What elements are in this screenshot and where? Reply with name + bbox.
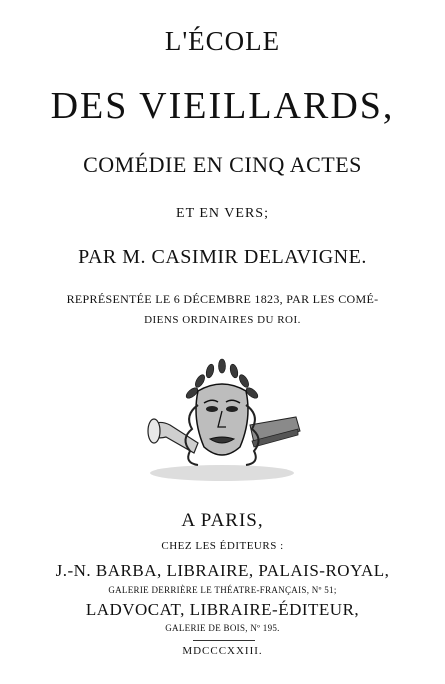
performance-line-2: DIENS ORDINAIRES DU ROI. — [144, 314, 301, 326]
theatrical-mask-vignette — [140, 355, 305, 485]
publishers-intro-line: CHEZ LES ÉDITEURS : — [161, 540, 284, 552]
title-line-lecole: L'ÉCOLE — [164, 26, 281, 56]
publisher-barba-address: GALERIE DERRIÈRE LE THÉATRE-FRANÇAIS, Nº 51; — [108, 585, 337, 595]
verse-line: ET EN VERS; — [176, 206, 269, 221]
mask-eye-right-icon — [226, 406, 238, 412]
publisher-ladvocat-line: LADVOCAT, LIBRAIRE-ÉDITEUR, — [85, 600, 360, 619]
publisher-ladvocat-address: GALERIE DE BOIS, Nº 195. — [165, 623, 280, 633]
vignette-shadow — [150, 465, 294, 481]
trumpet-bell-icon — [148, 419, 160, 443]
publisher-barba-line: J.-N. BARBA, LIBRAIRE, PALAIS-ROYAL, — [55, 561, 390, 580]
author-line: PAR M. CASIMIR DELAVIGNE. — [78, 246, 367, 268]
year-line: MDCCCXXIII. — [182, 645, 263, 657]
title-line-des-vieillards: DES VIEILLARDS, — [50, 85, 395, 127]
mask-eye-left-icon — [206, 406, 218, 412]
divider-rule — [193, 640, 255, 641]
mask-face-icon — [196, 384, 248, 455]
place-line: A PARIS, — [181, 510, 264, 531]
performance-line-1: REPRÉSENTÉE LE 6 DÉCEMBRE 1823, PAR LES COMÉ- — [66, 292, 379, 306]
genre-line: COMÉDIE EN CINQ ACTES — [83, 152, 362, 177]
